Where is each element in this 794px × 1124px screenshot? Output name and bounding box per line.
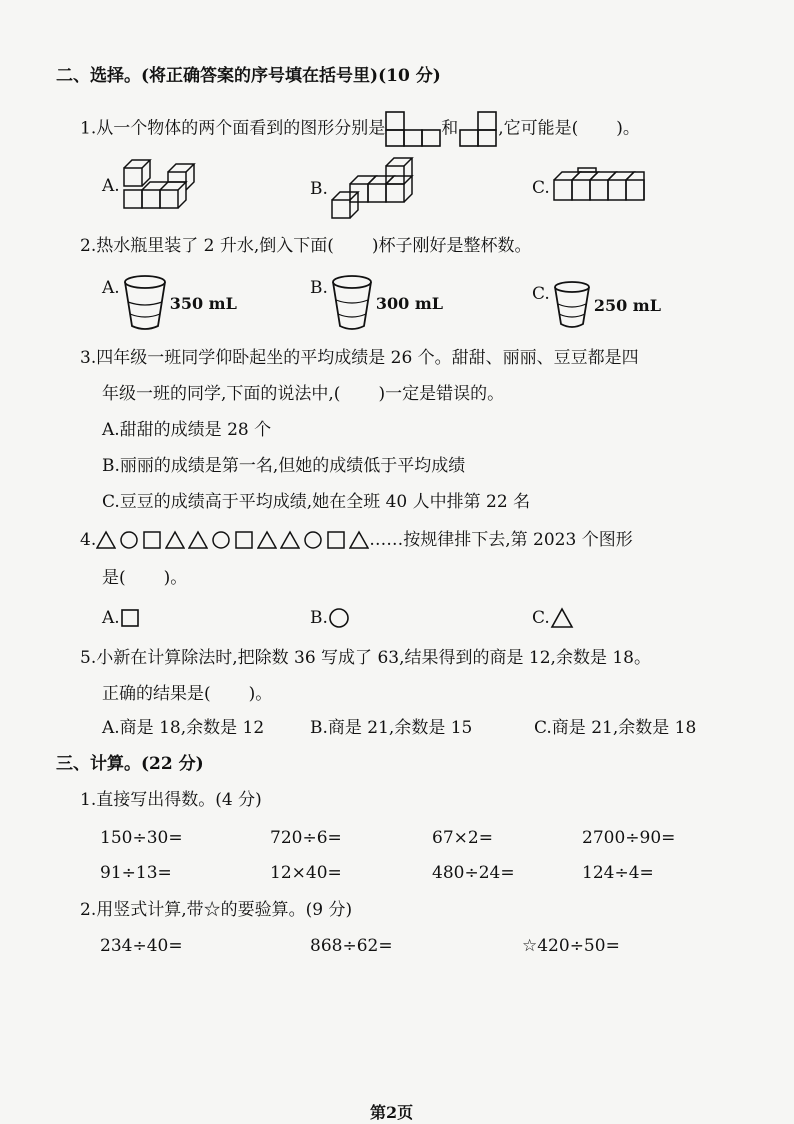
q1-suffix: ,它可能是( [498, 118, 579, 139]
q4-option-a[interactable] [102, 606, 140, 630]
circle-icon [328, 607, 350, 629]
shape-sequence [96, 530, 369, 550]
q3-option-b[interactable]: B.丽丽的成绩是第一名,但她的成绩低于平均成绩 [102, 456, 466, 476]
cup-icon [330, 274, 374, 332]
question-4 [80, 528, 633, 552]
calc-item: 480÷24= [432, 863, 515, 883]
q5-option-a[interactable]: A.商是 18,余数是 12 [102, 718, 265, 738]
triangle-icon [188, 530, 208, 550]
q3-option-a[interactable]: A.甜甜的成绩是 28 个 [102, 420, 272, 440]
q1-option-c[interactable] [532, 166, 648, 210]
q5-option-b[interactable]: B.商是 21,余数是 15 [310, 718, 473, 738]
q1-option-b-label: B. [310, 179, 328, 199]
cube-stack-c-icon [552, 166, 648, 210]
triangle-icon [257, 530, 277, 550]
cube-stack-b-icon [330, 156, 426, 222]
q1-close: )。 [616, 118, 640, 139]
q1-and: 和 [441, 118, 459, 139]
calc-item: 2700÷90= [582, 828, 676, 848]
q4-option-b-label: B. [310, 608, 328, 628]
q5-line-1: 5.小新在计算除法时,把除数 36 写成了 63,结果得到的商是 12,余数是 18。 [80, 648, 651, 668]
triangle-icon [96, 530, 116, 550]
q2-option-b-label: B. [310, 278, 328, 298]
square-icon [120, 608, 140, 628]
q4-line-1-suffix: ……按规律排下去,第 2023 个图形 [369, 530, 633, 550]
triangle-icon [349, 530, 369, 550]
q1-prefix: 1.从一个物体的两个面看到的图形分别是 [80, 118, 386, 139]
square-icon [234, 530, 254, 550]
question-1 [80, 111, 640, 147]
square-icon [326, 530, 346, 550]
q4-option-c[interactable] [532, 606, 574, 630]
q2-option-a-label: A. [102, 278, 120, 298]
q2-suffix: )杯子刚好是整杯数。 [371, 236, 532, 256]
side-view-three-squares-icon [458, 111, 498, 147]
q3-line-1: 3.四年级一班同学仰卧起坐的平均成绩是 26 个。甜甜、丽丽、豆豆都是四 [80, 348, 639, 368]
square-icon [142, 530, 162, 550]
triangle-icon [165, 530, 185, 550]
cube-stack-a-icon [122, 158, 202, 214]
q2-option-c[interactable] [532, 280, 661, 330]
q4-option-a-label: A. [102, 608, 120, 628]
section-3-title: 三、计算。(22 分) [56, 754, 204, 774]
triangle-icon [280, 530, 300, 550]
q4-number: 4. [80, 530, 97, 550]
q4-line-2b: )。 [163, 568, 188, 588]
q2-option-b[interactable] [310, 274, 443, 332]
calc-item: 150÷30= [100, 828, 183, 848]
circle-icon [303, 530, 323, 550]
vertical-calc-item: ☆420÷50= [522, 936, 620, 956]
calc-item: 91÷13= [100, 863, 172, 883]
q1-option-c-label: C. [532, 178, 550, 198]
q4-option-b[interactable] [310, 606, 350, 630]
q1-option-b[interactable] [310, 156, 426, 222]
q5-line-2a: 正确的结果是( [102, 684, 211, 704]
q3-line-2b: )一定是错误的。 [378, 384, 505, 404]
q2-prefix: 2.热水瓶里装了 2 升水,倒入下面( [80, 236, 334, 256]
q3-line-2a: 年级一班的同学,下面的说法中,( [102, 384, 341, 404]
q2-option-c-label: C. [532, 284, 550, 304]
calc-item: 720÷6= [270, 828, 342, 848]
p1-title: 1.直接写出得数。(4 分) [80, 790, 262, 810]
triangle-icon [550, 607, 574, 629]
q2-option-a-volume: 350 mL [169, 293, 237, 313]
q3-option-c[interactable]: C.豆豆的成绩高于平均成绩,她在全班 40 人中排第 22 名 [102, 492, 531, 512]
page-number: 第2页 [370, 1103, 414, 1122]
q1-option-a-label: A. [102, 176, 120, 196]
p2-title: 2.用竖式计算,带☆的要验算。(9 分) [80, 900, 353, 920]
q5-line-2b: )。 [248, 684, 273, 704]
circle-icon [119, 530, 139, 550]
calc-item: 124÷4= [582, 863, 654, 883]
q5-line-2 [102, 682, 272, 706]
q4-option-c-label: C. [532, 608, 550, 628]
q2-option-b-volume: 300 mL [375, 293, 444, 313]
circle-icon [211, 530, 231, 550]
section-2-title: 二、选择。(将正确答案的序号填在括号里)(10 分) [56, 66, 441, 86]
q4-line-2 [102, 566, 187, 590]
q2-option-a[interactable] [102, 274, 237, 332]
q1-option-a[interactable] [102, 158, 202, 214]
q4-line-2a: 是( [102, 568, 126, 588]
front-view-three-squares-icon [385, 111, 441, 147]
vertical-calc-item: 868÷62= [310, 936, 393, 956]
cup-icon [552, 280, 592, 330]
calc-item: 67×2= [432, 828, 493, 848]
q5-option-c[interactable]: C.商是 21,余数是 18 [534, 718, 697, 738]
calc-item: 12×40= [270, 863, 342, 883]
q3-line-2 [102, 382, 504, 406]
cup-icon [122, 274, 168, 332]
q2-option-c-volume: 250 mL [593, 295, 661, 315]
question-2 [80, 234, 532, 258]
vertical-calc-item: 234÷40= [100, 936, 183, 956]
